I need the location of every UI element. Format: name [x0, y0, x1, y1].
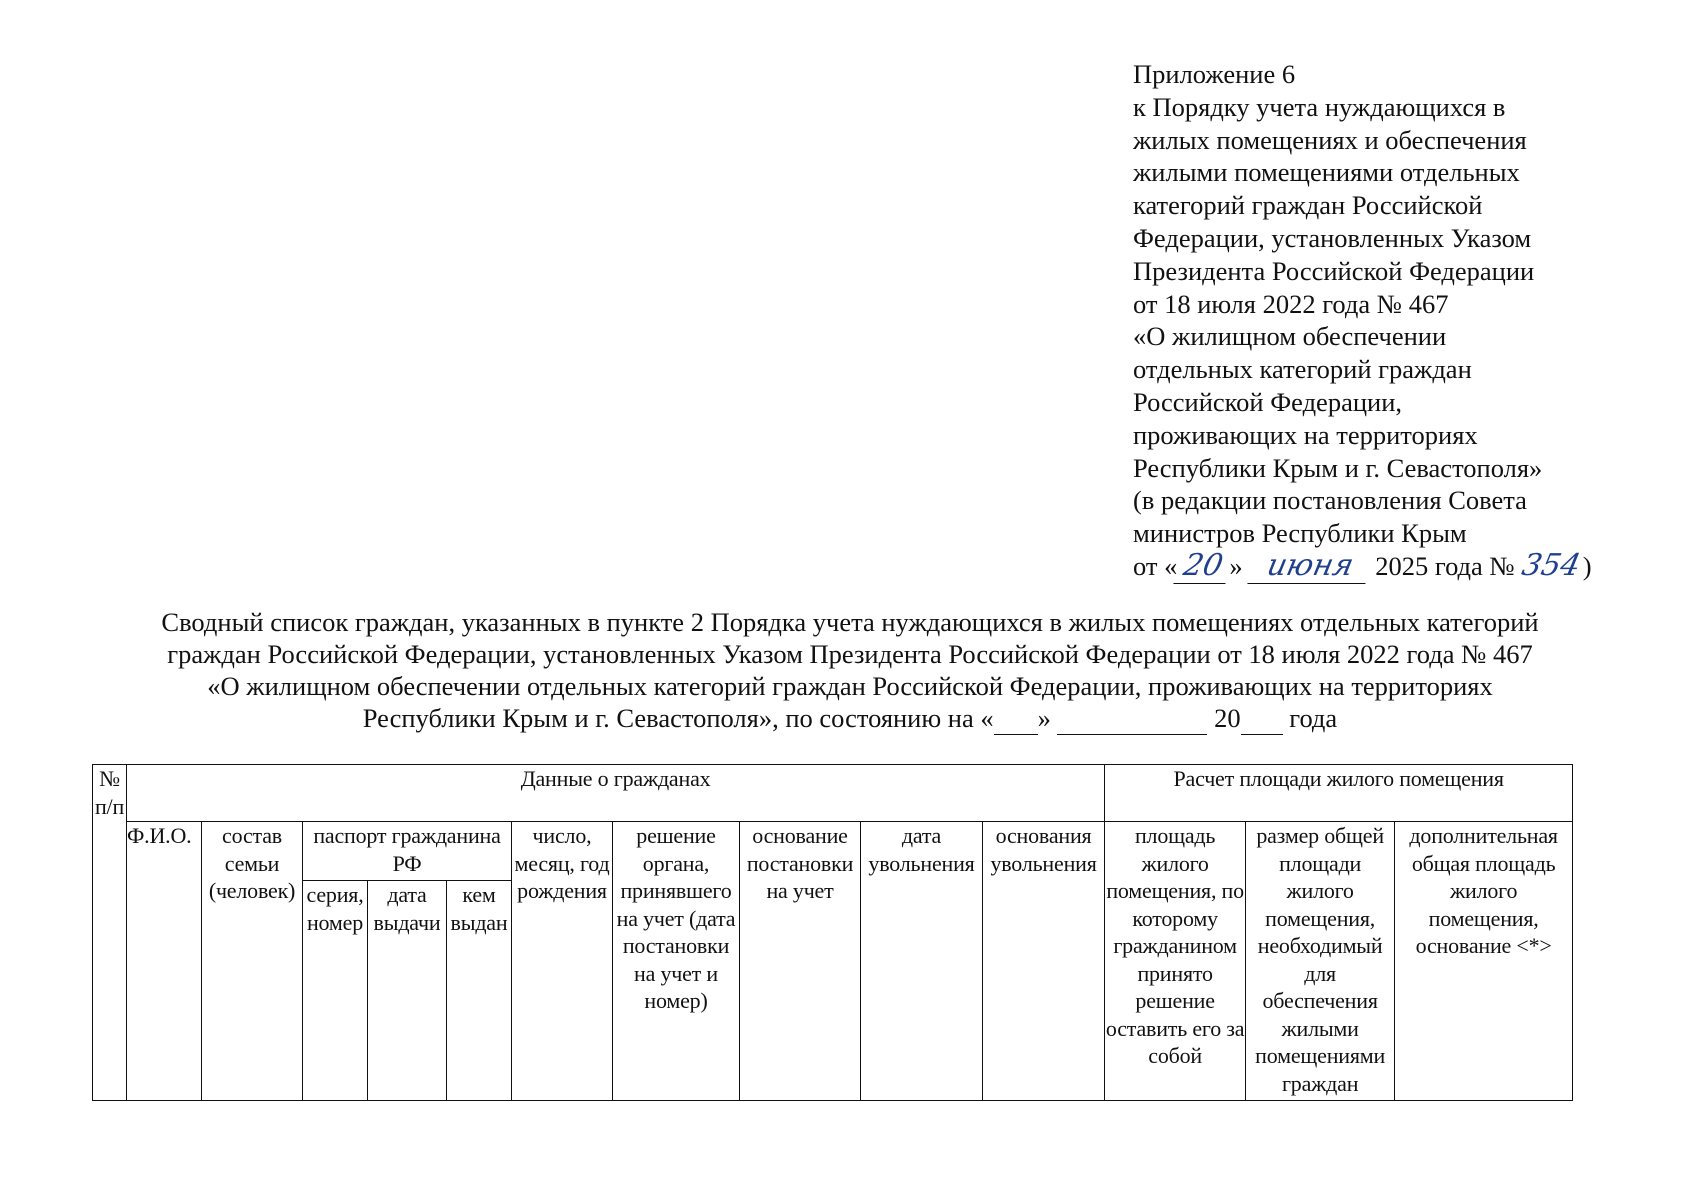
- header-birth-date: число, месяц, год рождения: [512, 822, 613, 1101]
- annex-line: проживающих на территориях: [1133, 419, 1478, 450]
- title-line-4-prefix: Республики Крым и г. Севастополя», по состоянию на «: [362, 703, 994, 733]
- annex-line: (в редакции постановления Совета: [1133, 485, 1527, 516]
- header-area-additional: дополнительная общая площадь жилого помещения, основание <*>: [1395, 822, 1573, 1101]
- blank-day: [994, 702, 1038, 735]
- annex-line: Президента Российской Федерации: [1133, 255, 1535, 286]
- annex-line: категорий граждан Российской: [1133, 190, 1483, 221]
- annex-line: Приложение 6: [1133, 59, 1296, 89]
- annex-date-line: [1133, 547, 1653, 584]
- annex-line: Российской Федерации,: [1133, 386, 1402, 417]
- title-line-3: «О жилищном обеспечении отдельных категорий граждан Российской Федерации, проживающих на территориях: [207, 671, 1493, 701]
- annex-line: к Порядку учета нуждающихся в: [1133, 91, 1506, 122]
- header-passport: паспорт гражданина РФ: [303, 822, 512, 881]
- header-decision: решение органа, принявшего на учет (дата постановки на учет и номер): [613, 822, 740, 1101]
- header-passport-issuer: кем выдан: [447, 881, 512, 1101]
- annex-line: отдельных категорий граждан: [1133, 354, 1472, 385]
- title-line-4-suffix: года: [1289, 703, 1338, 733]
- annex-line: от 18 июля 2022 года № 467: [1133, 288, 1449, 319]
- date-prefix: от «: [1133, 550, 1178, 581]
- title-line-2: граждан Российской Федерации, установленных Указом Президента Российской Федерации от 18 июля 2022 года № 467: [167, 639, 1533, 669]
- annex-line: «О жилищном обеспечении: [1133, 321, 1447, 352]
- header-fio: Ф.И.О.: [127, 822, 202, 1101]
- title-line-4-year: 20: [1214, 703, 1241, 733]
- annex-line: Республики Крым и г. Севастополя»: [1133, 452, 1543, 483]
- header-area-kept: площадь жилого помещения, по которому гражданином принято решение оставить его за собой: [1105, 822, 1246, 1101]
- date-mid: »: [1229, 550, 1243, 581]
- header-family: состав семьи (человек): [202, 822, 303, 1101]
- header-dismissal-date: дата увольнения: [861, 822, 983, 1101]
- handwritten-month: июня: [1247, 550, 1372, 584]
- handwritten-number: 354: [1518, 547, 1584, 583]
- blank-month: [1057, 702, 1207, 735]
- document-title: [60, 606, 1640, 735]
- annex-line: Федерации, установленных Указом: [1133, 222, 1532, 253]
- blank-year: [1241, 702, 1283, 735]
- annex-line: жилых помещениях и обеспечения: [1133, 124, 1527, 155]
- header-registration-basis: основание постановки на учет: [740, 822, 861, 1101]
- title-line-4: [60, 702, 1640, 735]
- handwritten-day: 20: [1174, 550, 1233, 584]
- citizens-table: [92, 764, 1573, 1101]
- title-line-1: Сводный список граждан, указанных в пункте 2 Порядка учета нуждающихся в жилых помещениях отдельных категорий: [161, 607, 1539, 637]
- header-passport-date: дата выдачи: [368, 881, 447, 1101]
- header-num: № п/п: [93, 765, 127, 1101]
- annex-header: [1133, 58, 1653, 584]
- header-row-groups: [93, 765, 1573, 822]
- header-passport-series: серия, номер: [303, 881, 368, 1101]
- annex-line: министров Республики Крым: [1133, 518, 1467, 549]
- header-dismissal-grounds: основания увольнения: [983, 822, 1105, 1101]
- date-suffix: ): [1582, 550, 1592, 581]
- title-line-4-mid: »: [1037, 703, 1051, 733]
- header-area-required: размер общей площади жилого помещения, необходимый для обеспечения жилыми помещениями граждан: [1246, 822, 1395, 1101]
- date-year: 2025 года №: [1375, 550, 1515, 581]
- header-area-calc: Расчет площади жилого помещения: [1105, 765, 1573, 822]
- annex-line: жилыми помещениями отдельных: [1133, 157, 1520, 188]
- header-row-columns: [93, 822, 1573, 881]
- header-citizens-data: Данные о гражданах: [127, 765, 1105, 822]
